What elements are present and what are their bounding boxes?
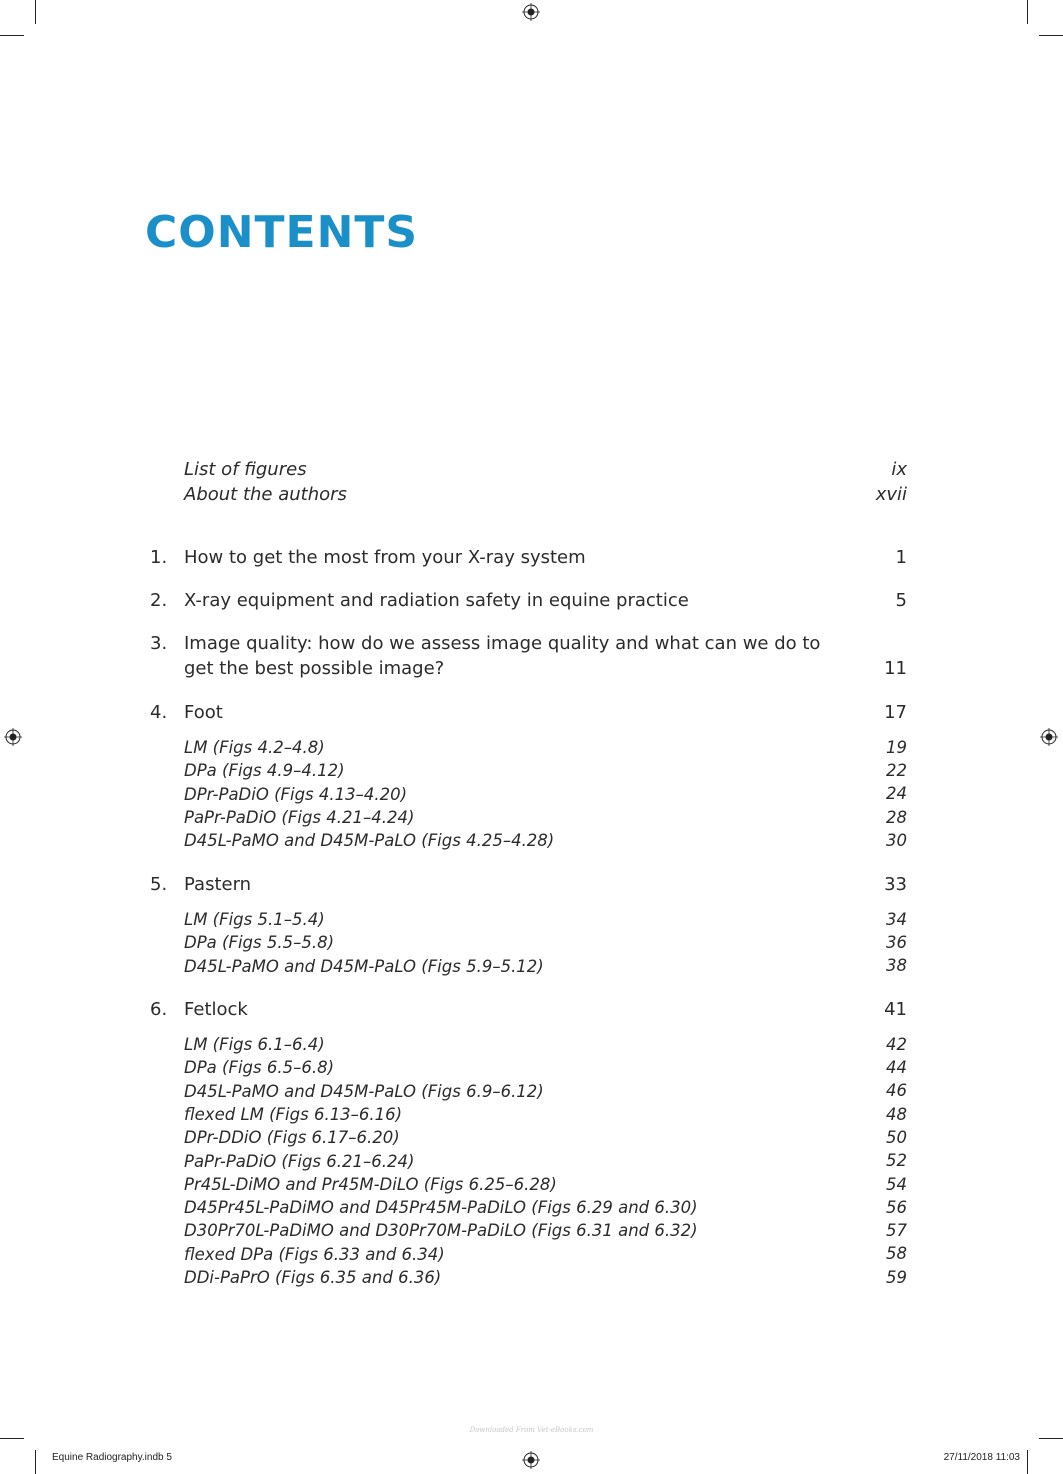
page-number: 54	[886, 1174, 907, 1194]
page-number: 11	[884, 658, 907, 679]
page-number: 50	[886, 1127, 907, 1147]
crop-mark	[1027, 1450, 1028, 1474]
page-number: 5	[895, 590, 907, 611]
page-number: 41	[884, 999, 907, 1020]
entry-title: D45Pr45L-PaDiMO and D45Pr45M-PaDiLO (Figs 6.29 and 6.30)	[184, 1198, 698, 1218]
footer-filename: Equine Radiography.indb 5	[52, 1452, 172, 1463]
crop-mark	[0, 35, 24, 36]
page-number: 24	[886, 784, 907, 804]
chapter-item[interactable]	[150, 872, 907, 897]
page-number: 57	[886, 1221, 907, 1241]
entry-title: flexed LM (Figs 6.13–6.16)	[184, 1104, 403, 1124]
section-item[interactable]	[150, 806, 907, 829]
registration-mark-icon	[1040, 728, 1058, 746]
section-item[interactable]	[150, 1080, 907, 1103]
crop-mark	[35, 1450, 36, 1474]
section-item[interactable]	[150, 908, 907, 931]
page-number: 44	[886, 1058, 907, 1077]
page-number: 58	[886, 1244, 907, 1264]
page-number: ix	[891, 459, 907, 480]
section-item[interactable]	[150, 1266, 907, 1289]
chapter-item[interactable]	[150, 700, 907, 725]
chapter-item[interactable]	[150, 997, 907, 1022]
entry-title: D45L-PaMO and D45M-PaLO (Figs 4.25–4.28)	[184, 831, 555, 851]
entry-title: Foot	[184, 702, 223, 723]
section-item[interactable]	[150, 1196, 907, 1219]
registration-mark-icon	[4, 728, 22, 746]
entry-title: PaPr-PaDiO (Figs 6.21–6.24)	[184, 1151, 415, 1171]
chapter-number: 3.	[150, 633, 168, 654]
section-item[interactable]	[150, 1150, 907, 1173]
entry-title: DPa (Figs 4.9–4.12)	[184, 761, 345, 781]
entry-title: flexed DPa (Figs 6.33 and 6.34)	[184, 1244, 445, 1264]
page-number: 34	[886, 909, 907, 929]
chapter-item[interactable]	[150, 545, 907, 570]
page-number: 48	[886, 1104, 907, 1124]
front-matter-item[interactable]	[150, 482, 907, 507]
entry-title: Pr45L-DiMO and Pr45M-DiLO (Figs 6.25–6.28)	[184, 1174, 557, 1194]
entry-title: List of figures	[184, 459, 307, 480]
section-item[interactable]	[150, 759, 907, 782]
footer-timestamp: 27/11/2018 11:03	[943, 1452, 1020, 1463]
registration-mark-icon	[522, 1451, 540, 1469]
section-item[interactable]	[150, 955, 907, 978]
section-item[interactable]	[150, 1243, 907, 1266]
chapter-item[interactable]	[150, 631, 907, 681]
entry-title: X-ray equipment and radiation safety in equine practice	[184, 590, 689, 611]
entry-title: PaPr-PaDiO (Figs 4.21–4.24)	[184, 807, 415, 827]
entry-title: How to get the most from your X-ray system	[184, 547, 586, 568]
entry-title: DPa (Figs 6.5–6.8)	[184, 1058, 335, 1078]
entry-title: Pastern	[184, 874, 252, 895]
entry-title: DPr-PaDiO (Figs 4.13–4.20)	[184, 784, 408, 804]
entry-title: Image quality: how do we assess image quality and what can we do to get the best possible image?	[184, 633, 821, 679]
entry-title: DPa (Figs 5.5–5.8)	[184, 933, 335, 953]
registration-mark-icon	[522, 3, 540, 21]
front-matter-item[interactable]	[150, 457, 907, 482]
section-item[interactable]	[150, 736, 907, 759]
section-item[interactable]	[150, 1126, 907, 1149]
chapter-number: 2.	[150, 590, 168, 611]
section-item[interactable]	[150, 1056, 907, 1079]
entry-title: D45L-PaMO and D45M-PaLO (Figs 6.9–6.12)	[184, 1081, 544, 1101]
page-number: 33	[884, 874, 907, 895]
section-item[interactable]	[150, 1103, 907, 1126]
entry-title: D45L-PaMO and D45M-PaLO (Figs 5.9–5.12)	[184, 956, 544, 976]
page-number: 19	[886, 737, 907, 757]
section-item[interactable]	[150, 783, 907, 806]
entry-title: LM (Figs 4.2–4.8)	[184, 738, 325, 757]
page-number: 1	[895, 547, 907, 568]
crop-mark	[1039, 1438, 1063, 1439]
entry-title: D30Pr70L-PaDiMO and D30Pr70M-PaDiLO (Figs 6.31 and 6.32)	[184, 1221, 698, 1241]
crop-mark	[1027, 0, 1028, 24]
page-number: 38	[886, 956, 907, 976]
section-item[interactable]	[150, 1173, 907, 1196]
section-item[interactable]	[150, 1033, 907, 1056]
entry-title: LM (Figs 6.1–6.4)	[184, 1035, 325, 1054]
entry-title: DDi-PaPrO (Figs 6.35 and 6.36)	[184, 1268, 442, 1287]
page-number: 56	[886, 1197, 907, 1217]
chapter-number: 5.	[150, 874, 168, 895]
page-number: 42	[886, 1034, 907, 1054]
section-item[interactable]	[150, 931, 907, 954]
crop-mark	[0, 1438, 24, 1439]
page-number: xvii	[875, 484, 907, 505]
page-number: 52	[886, 1151, 907, 1171]
page-number: 59	[886, 1267, 907, 1287]
page-title: CONTENTS	[145, 207, 419, 258]
entry-title: LM (Figs 5.1–5.4)	[184, 910, 325, 929]
chapter-number: 1.	[150, 547, 168, 568]
section-item[interactable]	[150, 1219, 907, 1242]
crop-mark	[35, 0, 36, 24]
entry-title: About the authors	[184, 484, 347, 505]
page-number: 22	[886, 761, 907, 780]
crop-mark	[1039, 35, 1063, 36]
page-number: 36	[886, 933, 907, 952]
entry-title: DPr-DDiO (Figs 6.17–6.20)	[184, 1128, 400, 1148]
page-number: 30	[886, 830, 907, 850]
watermark: Downloaded From Vet-eBooks.com	[469, 1426, 594, 1434]
chapter-item[interactable]	[150, 588, 907, 613]
page-number: 17	[884, 702, 907, 723]
chapter-number: 6.	[150, 999, 168, 1020]
chapter-number: 4.	[150, 702, 168, 723]
page-number: 28	[886, 807, 907, 827]
section-item[interactable]	[150, 829, 907, 852]
page-number: 46	[886, 1081, 907, 1101]
entry-title: Fetlock	[184, 999, 248, 1020]
